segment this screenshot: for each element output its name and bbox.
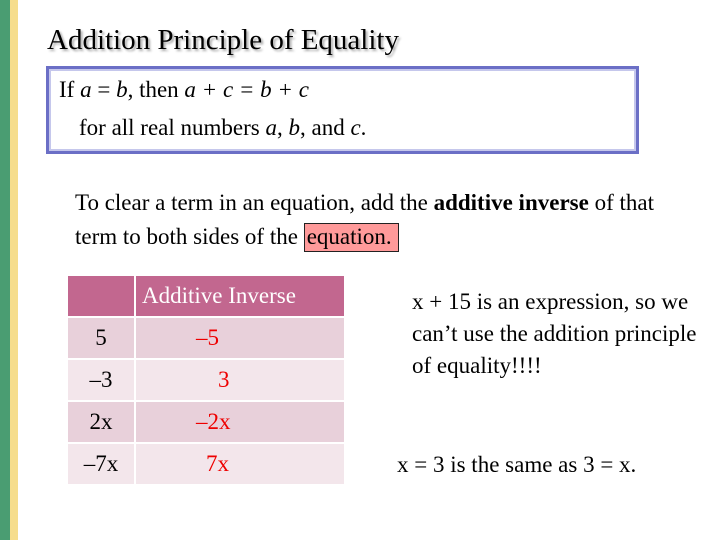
- table-row: [67, 443, 345, 485]
- var-b: b: [288, 115, 300, 140]
- paragraph-text: of that term to both sides of the: [75, 190, 654, 249]
- table-header-row: [67, 275, 345, 317]
- term-cell: 5: [67, 317, 135, 359]
- var-a: a: [265, 115, 277, 140]
- rule-line-1: [59, 77, 309, 103]
- slide-title: Addition Principle of Equality: [47, 24, 399, 56]
- rule-box: [46, 66, 639, 154]
- rule-text: for all real numbers: [79, 115, 266, 140]
- var-b: b: [116, 77, 128, 102]
- symmetry-note: x = 3 is the same as 3 = x.: [397, 452, 637, 477]
- explanation-paragraph: [75, 186, 655, 254]
- table-row: [67, 359, 345, 401]
- rule-line-2: [79, 115, 366, 141]
- rule-text: ,: [276, 115, 289, 140]
- term-cell: –3: [67, 359, 135, 401]
- rule-text: If: [59, 77, 81, 102]
- table-row: [67, 317, 345, 359]
- inverse-cell: –5: [135, 317, 345, 359]
- paragraph-text: To clear a term in an equation, add the: [75, 190, 434, 215]
- rule-text: =: [91, 77, 117, 102]
- rule-expression: a + c = b + c: [184, 77, 309, 102]
- term-cell: –7x: [67, 443, 135, 485]
- rule-text: .: [360, 115, 367, 140]
- expression-note: x + 15 is an expression, so we can’t use the addition principle of equality!!!!: [412, 289, 697, 378]
- var-a: a: [80, 77, 92, 102]
- term-cell: 2x: [67, 401, 135, 443]
- var-c: c: [350, 115, 361, 140]
- header-cell: Additive Inverse: [135, 275, 345, 317]
- highlighted-word: equation.: [304, 223, 399, 252]
- left-accent-bar-green: [0, 0, 10, 540]
- left-accent-bar-yellow: [10, 0, 18, 540]
- table-row: [67, 401, 345, 443]
- inverse-cell: 3: [135, 359, 345, 401]
- rule-text: , then: [127, 77, 185, 102]
- paragraph-bold: additive inverse: [433, 190, 589, 215]
- header-cell: [67, 275, 135, 317]
- inverse-cell: 7x: [135, 443, 345, 485]
- additive-inverse-table: [66, 274, 346, 486]
- inverse-cell: –2x: [135, 401, 345, 443]
- rule-text: , and: [299, 115, 351, 140]
